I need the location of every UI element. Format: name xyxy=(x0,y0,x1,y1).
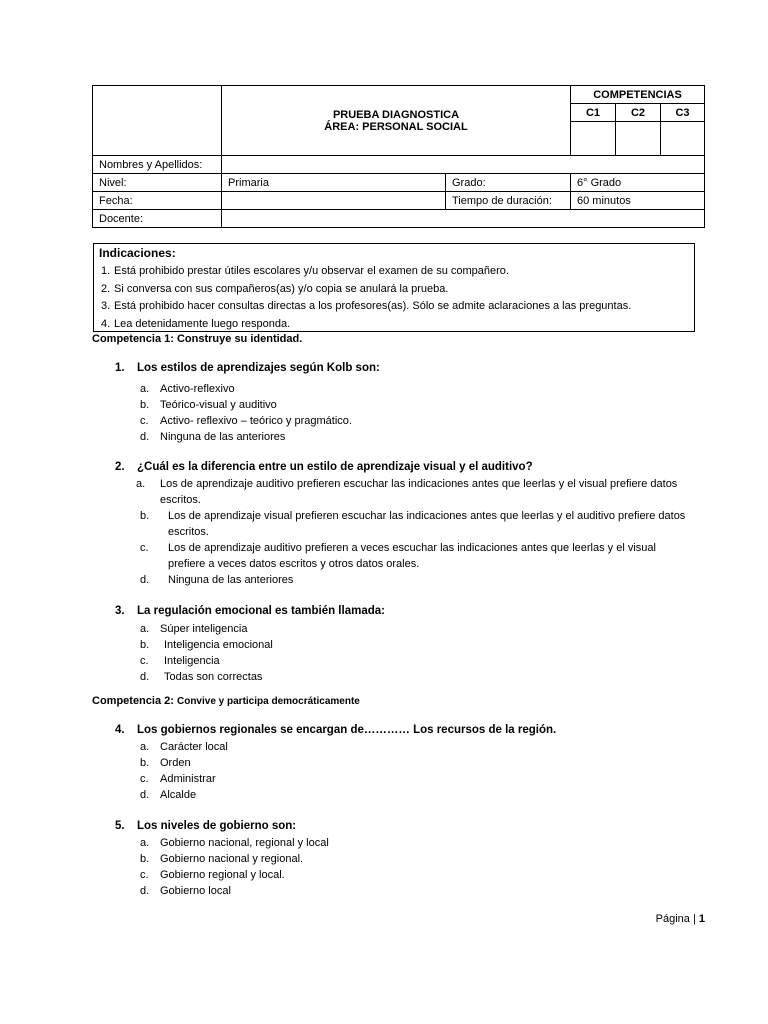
option-text: Teórico-visual y auditivo xyxy=(160,399,277,411)
indicacion-item xyxy=(99,298,689,316)
option-letter: a. xyxy=(140,837,150,849)
nombres-field[interactable] xyxy=(222,156,705,174)
title-cell xyxy=(222,86,571,156)
nivel-label: Nivel: xyxy=(93,174,222,192)
option-letter: a. xyxy=(140,383,150,395)
option-text: Los de aprendizaje visual prefieren escuchar las indicaciones antes que leerlas y el auditivo prefiere datos escritos. xyxy=(168,510,686,538)
option-a[interactable] xyxy=(136,476,686,508)
option-letter: a. xyxy=(136,478,146,490)
option-a[interactable] xyxy=(140,381,685,397)
c1-score-cell[interactable] xyxy=(571,122,616,156)
option-c[interactable] xyxy=(140,867,685,883)
option-text: Gobierno local xyxy=(160,885,231,897)
option-d[interactable] xyxy=(140,669,685,685)
option-text: Gobierno nacional, regional y local xyxy=(160,837,329,849)
c3-header: C3 xyxy=(661,104,705,122)
nivel-value: Primaria xyxy=(222,174,446,192)
option-c[interactable] xyxy=(140,540,686,572)
question-number: 3. xyxy=(115,605,125,617)
option-letter: d. xyxy=(140,885,150,897)
option-text: Inteligencia xyxy=(164,655,220,667)
option-d[interactable] xyxy=(140,787,685,803)
option-b[interactable] xyxy=(140,851,685,867)
c2-header: C2 xyxy=(616,104,661,122)
c2-score-cell[interactable] xyxy=(616,122,661,156)
question-text: La regulación emocional es también llamada: xyxy=(137,605,385,617)
option-text: Orden xyxy=(160,757,191,769)
question-number: 5. xyxy=(115,820,125,832)
competencia-2-heading xyxy=(92,695,360,707)
nombres-label: Nombres y Apellidos: xyxy=(93,156,222,174)
indicacion-number: 4. xyxy=(101,317,111,330)
logo-cell xyxy=(93,86,222,156)
option-letter: c. xyxy=(140,869,149,881)
option-b[interactable] xyxy=(140,637,685,653)
option-d[interactable] xyxy=(140,429,685,445)
grado-value: 6° Grado xyxy=(571,174,705,192)
question-2 xyxy=(115,461,533,473)
option-text: Alcalde xyxy=(160,789,197,801)
option-letter: d. xyxy=(140,574,150,586)
indicacion-text: Está prohibido prestar útiles escolares y/u observar el examen de su compañero. xyxy=(114,265,509,277)
option-text: Los de aprendizaje auditivo prefieren a veces escuchar las indicaciones antes que leerlas y el visual prefiere a veces datos escritos y otros datos orales. xyxy=(168,542,656,570)
question-number: 2. xyxy=(115,461,125,473)
option-text: Gobierno nacional y regional. xyxy=(160,853,304,865)
option-c[interactable] xyxy=(140,771,685,787)
option-letter: d. xyxy=(140,671,150,683)
option-text: Ninguna de las anteriores xyxy=(168,574,294,586)
option-text: Súper inteligencia xyxy=(160,623,248,635)
docente-label: Docente: xyxy=(93,210,222,228)
option-letter: b. xyxy=(140,510,150,522)
indicaciones-box xyxy=(93,243,695,332)
option-b[interactable] xyxy=(140,755,685,771)
header-table xyxy=(92,85,705,228)
exam-area: ÁREA: PERSONAL SOCIAL xyxy=(324,120,468,133)
question-5-options xyxy=(140,835,685,899)
indicacion-item xyxy=(99,316,689,334)
option-letter: a. xyxy=(140,741,150,753)
option-text: Administrar xyxy=(160,773,216,785)
indicacion-number: 1. xyxy=(101,265,111,277)
option-c[interactable] xyxy=(140,653,685,669)
question-1-options xyxy=(140,381,685,445)
option-text: Carácter local xyxy=(160,741,228,753)
option-d[interactable] xyxy=(140,883,685,899)
option-letter: b. xyxy=(140,399,150,411)
competencia-1-desc: Construye su identidad. xyxy=(176,333,303,345)
indicacion-text: Si conversa con sus compañeros(as) y/o copia se anulará la prueba. xyxy=(114,282,449,295)
page-number: 1 xyxy=(698,913,705,925)
competencia-1-heading xyxy=(92,333,302,345)
option-text: Todas son correctas xyxy=(164,671,263,683)
option-a[interactable] xyxy=(140,835,685,851)
question-3-options xyxy=(140,621,685,685)
question-text: Los niveles de gobierno son: xyxy=(137,820,297,832)
docente-field[interactable] xyxy=(222,210,705,228)
option-a[interactable] xyxy=(140,739,685,755)
question-text: Los gobiernos regionales se encargan de………… Los recursos de la región. xyxy=(137,724,557,736)
option-letter: c. xyxy=(140,415,149,427)
option-letter: b. xyxy=(140,639,150,651)
option-letter: a. xyxy=(140,623,150,635)
indicacion-number: 3. xyxy=(101,300,111,312)
exam-title: PRUEBA DIAGNOSTICA xyxy=(332,108,460,121)
tiempo-value: 60 minutos xyxy=(571,192,705,210)
option-letter: d. xyxy=(140,789,150,801)
indicacion-number: 2. xyxy=(101,282,111,295)
question-number: 4. xyxy=(115,724,125,736)
option-text: Los de aprendizaje auditivo prefieren escuchar las indicaciones antes que leerlas y el visual prefiere datos escritos. xyxy=(160,478,678,506)
option-text: Ninguna de las anteriores xyxy=(160,431,286,443)
question-2-options xyxy=(136,476,686,588)
option-text: Activo- reflexivo – teórico y pragmático. xyxy=(160,415,352,427)
question-text: ¿Cuál es la diferencia entre un estilo de aprendizaje visual y el auditivo? xyxy=(137,461,533,473)
c3-score-cell[interactable] xyxy=(661,122,705,156)
option-b[interactable] xyxy=(140,397,685,413)
question-5 xyxy=(115,820,296,832)
option-text: Inteligencia emocional xyxy=(164,639,273,651)
option-b[interactable] xyxy=(140,508,686,540)
question-3 xyxy=(115,605,385,617)
indicaciones-list xyxy=(99,263,689,333)
question-1 xyxy=(115,362,380,374)
option-letter: b. xyxy=(140,853,150,865)
option-letter: c. xyxy=(140,655,149,667)
competencia-1-label: Competencia 1: xyxy=(92,333,174,345)
grado-label: Grado: xyxy=(446,174,571,192)
option-d[interactable] xyxy=(140,572,686,588)
indicacion-item xyxy=(99,263,689,281)
option-letter: b. xyxy=(140,757,150,769)
competencia-2-label: Competencia 2: xyxy=(92,695,174,707)
competencias-header: COMPETENCIAS xyxy=(571,86,705,104)
page-footer xyxy=(656,913,705,925)
fecha-label: Fecha: xyxy=(93,192,222,210)
option-text: Activo-reflexivo xyxy=(160,383,235,395)
option-a[interactable] xyxy=(140,621,685,637)
indicacion-item xyxy=(99,281,689,299)
option-letter: c. xyxy=(140,773,149,785)
question-text: Los estilos de aprendizajes según Kolb son: xyxy=(137,362,380,374)
option-c[interactable] xyxy=(140,413,685,429)
page-label: Página | xyxy=(655,913,696,925)
question-4 xyxy=(115,724,556,736)
option-letter: c. xyxy=(140,542,149,554)
option-letter: d. xyxy=(140,431,150,443)
question-4-options xyxy=(140,739,685,803)
fecha-field[interactable] xyxy=(222,192,446,210)
indicaciones-title: Indicaciones: xyxy=(99,246,176,260)
tiempo-label: Tiempo de duración: xyxy=(446,192,571,210)
option-text: Gobierno regional y local. xyxy=(160,869,285,881)
indicacion-text: Lea detenidamente luego responda. xyxy=(114,317,291,330)
indicacion-text: Está prohibido hacer consultas directas a los profesores(as). Sólo se admite aclaraciones a las preguntas. xyxy=(114,300,632,312)
competencia-2-desc: Convive y participa democráticamente xyxy=(176,696,360,707)
question-number: 1. xyxy=(115,362,125,374)
c1-header: C1 xyxy=(571,104,616,122)
